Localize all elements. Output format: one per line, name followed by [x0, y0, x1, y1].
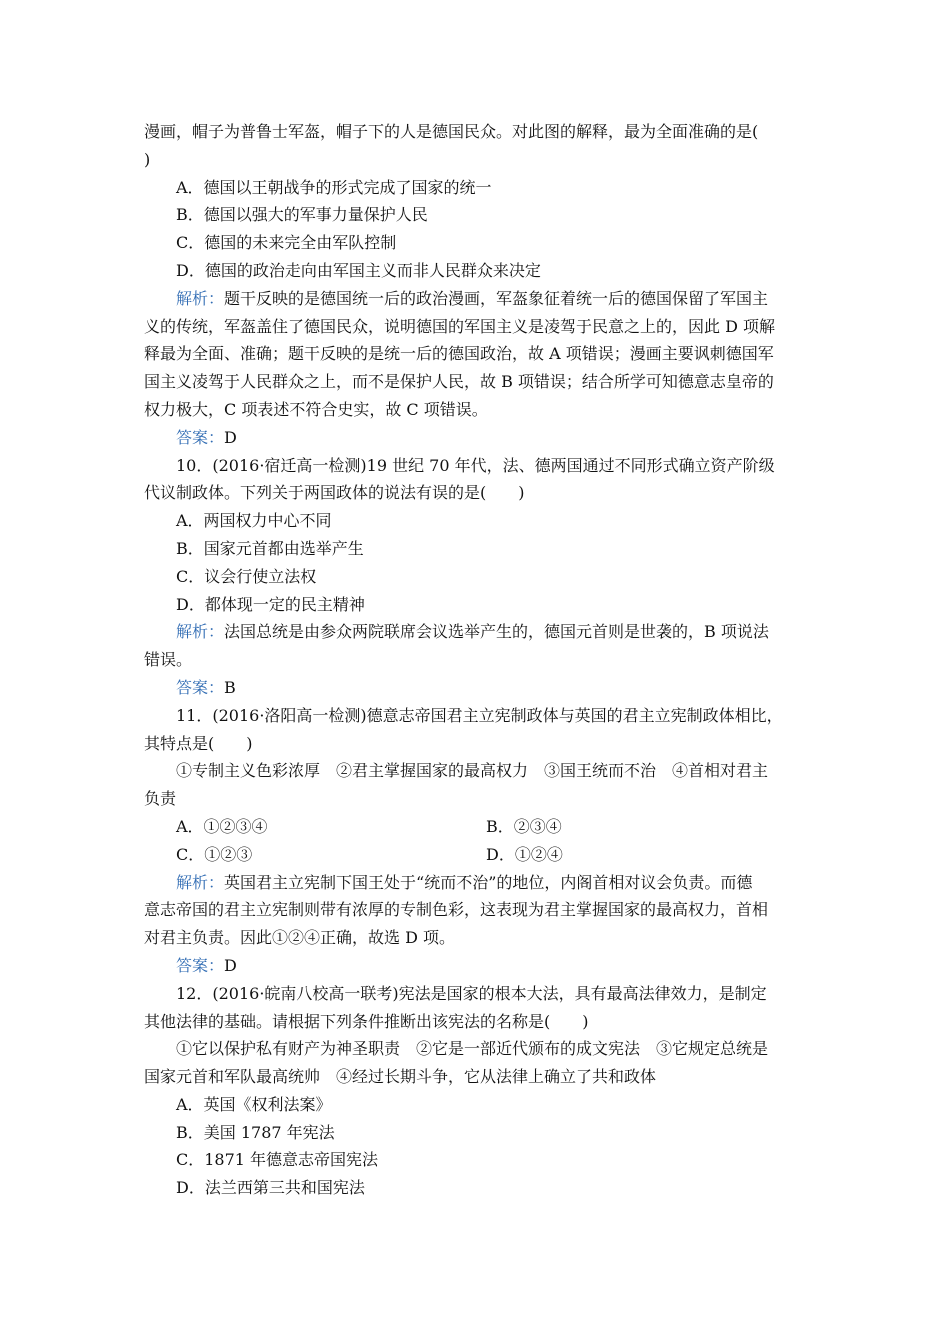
q12-items-line-1: ①它以保护私有财产为神圣职责 ②它是一部近代颁布的成文宪法 ③它规定总统是 — [176, 1039, 769, 1059]
q11-answer — [144, 952, 810, 980]
q10-analysis-line-1 — [144, 618, 810, 646]
q11-stem-line-1: 11．(2016·洛阳高一检测)德意志帝国君主立宪制政体与英国的君主立宪制政体相比， — [176, 705, 783, 725]
q10-answer-value: B — [224, 677, 236, 697]
q10-analysis-text-1: 法国总统是由参众两院联席会议选举产生的，德国元首则是世袭的，B 项说法 — [224, 622, 769, 642]
q9-stem-line-1: 漫画，帽子为普鲁士军盔，帽子下的人是德国民众。对此图的解释，最为全面准确的是( — [144, 122, 759, 141]
answer-label: 答案： — [176, 955, 225, 975]
q11-stem-line-2: 其特点是( ) — [144, 733, 253, 753]
q10-answer — [144, 674, 810, 702]
q11-option-b: B．②③④ — [486, 816, 562, 836]
q12-items-line-2: 国家元首和军队最高统帅 ④经过长期斗争，它从法律上确立了共和政体 — [144, 1067, 657, 1087]
q9-analysis-line-2: 义的传统，军盔盖住了德国民众，说明德国的军国主义是凌驾于民意之上的，因此 D 项解 — [144, 316, 776, 336]
q11-analysis-line-2: 意志帝国的君主立宪制则带有浓厚的专制色彩，这表现为君主掌握国家的最高权力，首相 — [144, 900, 769, 920]
q10-option-d: D．都体现一定的民主精神 — [176, 594, 365, 614]
answer-label: 答案： — [176, 427, 225, 447]
q9-option-a: A．德国以王朝战争的形式完成了国家的统一 — [176, 177, 492, 197]
q9-analysis-line-4: 国主义凌驾于人民群众之上，而不是保护人民，故 B 项错误；结合所学可知德意志皇帝的 — [144, 372, 774, 392]
q9-option-c: C．德国的未来完全由军队控制 — [176, 233, 397, 253]
q12-option-a: A．英国《权利法案》 — [176, 1094, 332, 1114]
q10-option-c: C．议会行使立法权 — [176, 566, 317, 586]
q9-answer — [144, 424, 810, 452]
q11-analysis-text-1: 英国君主立宪制下国王处于“统而不治”的地位，内阁首相对议会负责。而德 — [224, 872, 753, 892]
q11-items-line-2: 负责 — [144, 789, 177, 809]
q12-option-b: B．美国 1787 年宪法 — [176, 1122, 335, 1142]
q9-stem-line-2: ) — [144, 149, 151, 169]
q11-options-row-2 — [144, 841, 810, 869]
q10-stem-line-2: 代议制政体。下列关于两国政体的说法有误的是( ) — [144, 483, 525, 503]
q10-option-a: A．两国权力中心不同 — [176, 511, 332, 531]
q11-option-c: C．①②③ — [176, 844, 253, 864]
answer-label: 答案： — [176, 677, 225, 697]
analysis-label: 解析： — [176, 872, 225, 892]
q11-option-a: A．①②③④ — [176, 816, 268, 836]
q11-items-line-1: ①专制主义色彩浓厚 ②君主掌握国家的最高权力 ③国王统而不治 ④首相对君主 — [176, 761, 769, 781]
q9-answer-value: D — [224, 427, 237, 447]
q11-options-row-1 — [144, 813, 810, 841]
q11-analysis-line-3: 对君主负责。因此①②④正确，故选 D 项。 — [144, 928, 456, 948]
page-content — [144, 118, 810, 1202]
q9-analysis-line-1 — [144, 285, 810, 313]
q9-analysis-line-3: 释最为全面、准确；题干反映的是统一后的德国政治，故 A 项错误；漫画主要讽刺德国军 — [144, 344, 774, 364]
q11-analysis-line-1 — [144, 869, 810, 897]
q11-option-d: D．①②④ — [486, 844, 563, 864]
question-12 — [144, 980, 810, 1202]
q12-stem-line-1: 12．(2016·皖南八校高一联考)宪法是国家的根本大法，具有最高法律效力，是制定 — [176, 983, 767, 1003]
q9-option-d: D．德国的政治走向由军国主义而非人民群众来决定 — [176, 260, 541, 280]
q9-analysis-line-5: 权力极大，C 项表述不符合史实，故 C 项错误。 — [144, 399, 488, 419]
q10-analysis-line-2: 错误。 — [144, 650, 193, 670]
question-11 — [144, 702, 810, 980]
q11-answer-value: D — [224, 955, 237, 975]
q10-stem-line-1: 10．(2016·宿迁高一检测)19 世纪 70 年代，法、德两国通过不同形式确立资产阶级 — [176, 455, 775, 475]
q10-option-b: B．国家元首都由选举产生 — [176, 538, 364, 558]
q9-analysis-text-1: 题干反映的是德国统一后的政治漫画，军盔象征着统一后的德国保留了军国主 — [224, 288, 769, 308]
analysis-label: 解析： — [176, 622, 225, 642]
question-9 — [144, 118, 810, 452]
analysis-label: 解析： — [176, 288, 225, 308]
q9-option-b: B．德国以强大的军事力量保护人民 — [176, 205, 428, 225]
q12-stem-line-2: 其他法律的基础。请根据下列条件推断出该宪法的名称是( ) — [144, 1011, 589, 1031]
q12-option-c: C．1871 年德意志帝国宪法 — [176, 1150, 379, 1170]
q12-option-d: D．法兰西第三共和国宪法 — [176, 1178, 365, 1198]
question-10 — [144, 452, 810, 702]
